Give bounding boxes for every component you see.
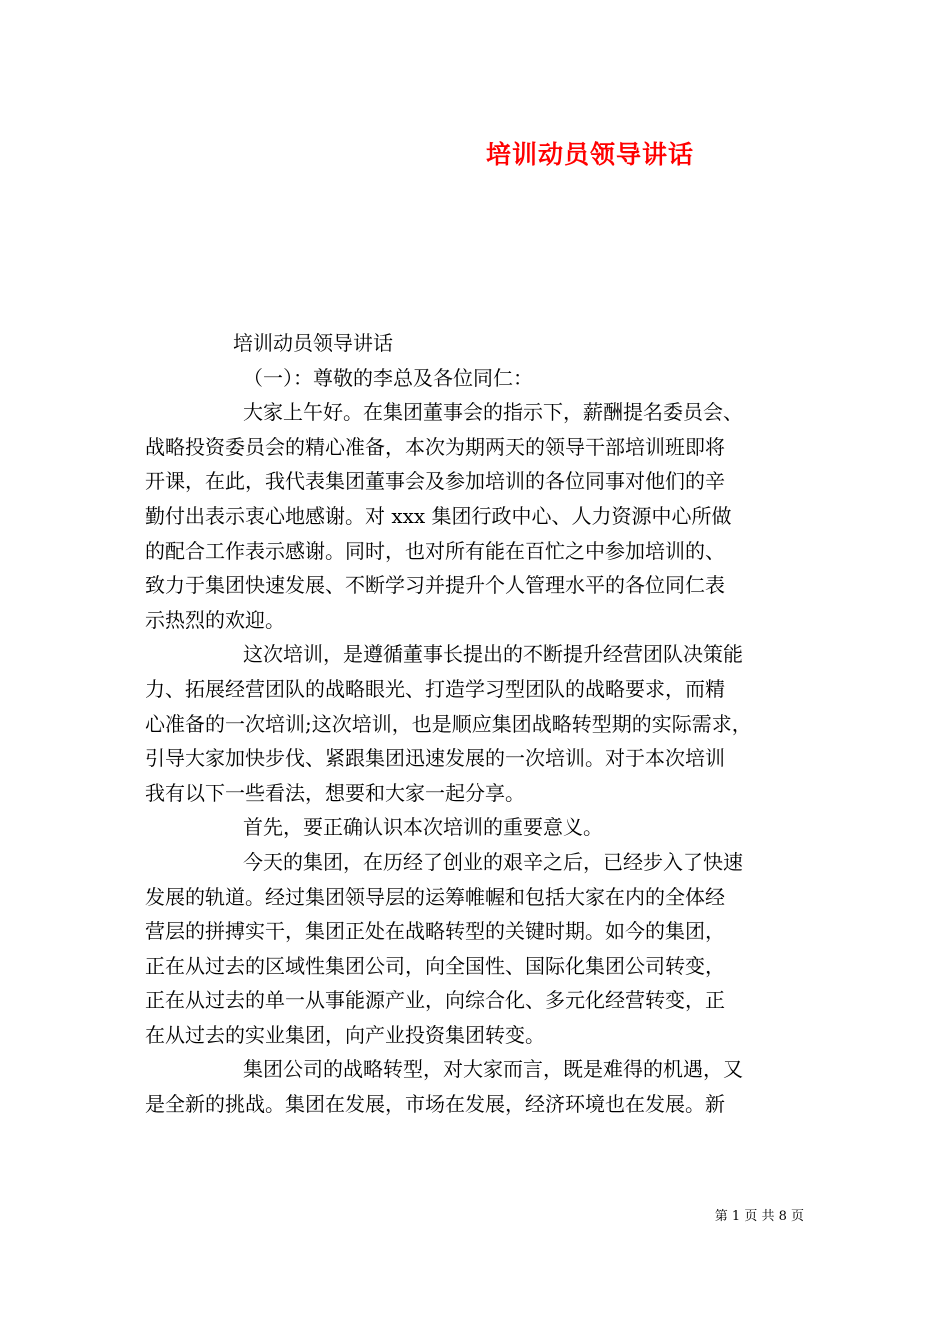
page-title: 培训动员领导讲话 [485, 140, 694, 169]
paragraph-line: 勤付出表示衷心地感谢。对 xxx 集团行政中心、人力资源中心所做 [145, 503, 732, 528]
paragraph-line: 我有以下一些看法，想要和大家一起分享。 [145, 780, 525, 805]
salutation: （一）：尊敬的李总及各位同仁： [243, 365, 533, 390]
paragraph-line: 开课，在此，我代表集团董事会及参加培训的各位同事对他们的辛 [145, 469, 725, 494]
paragraph-line: 首先，要正确认识本次培训的重要意义。 [243, 815, 603, 840]
paragraph-line: 是全新的挑战。集团在发展，市场在发展，经济环境也在发展。新 [145, 1092, 725, 1117]
paragraph-line: 致力于集团快速发展、不断学习并提升个人管理水平的各位同仁表 [145, 573, 725, 598]
paragraph-line: 战略投资委员会的精心准备，本次为期两天的领导干部培训班即将 [145, 434, 725, 459]
paragraph-line: 引导大家加快步伐、紧跟集团迅速发展的一次培训。对于本次培训 [145, 746, 725, 771]
paragraph-line: 发展的轨道。经过集团领导层的运筹帷幄和包括大家在内的全体经 [145, 884, 725, 909]
paragraph-line: 集团公司的战略转型，对大家而言，既是难得的机遇，又 [243, 1057, 743, 1082]
paragraph-line: 今天的集团，在历经了创业的艰辛之后，已经步入了快速 [243, 849, 743, 874]
paragraph-line: 在从过去的实业集团，向产业投资集团转变。 [145, 1022, 545, 1047]
paragraph-line: 正在从过去的区域性集团公司，向全国性、国际化集团公司转变， [145, 953, 725, 978]
paragraph-line: 正在从过去的单一从事能源产业，向综合化、多元化经营转变，正 [145, 988, 725, 1013]
document-heading: 培训动员领导讲话 [233, 331, 393, 355]
paragraph-line: 力、拓展经营团队的战略眼光、打造学习型团队的战略要求，而精 [145, 676, 725, 701]
page-number: 第 1 页 共 8 页 [714, 1209, 804, 1224]
document-body [145, 326, 810, 1122]
paragraph-line: 的配合工作表示感谢。同时，也对所有能在百忙之中参加培训的、 [145, 538, 725, 563]
paragraph-line: 示热烈的欢迎。 [145, 607, 285, 632]
paragraph-line: 大家上午好。在集团董事会的指示下，薪酬提名委员会、 [243, 400, 743, 425]
paragraph-line: 这次培训，是遵循董事长提出的不断提升经营团队决策能 [243, 642, 743, 667]
paragraph-line: 营层的拼搏实干，集团正处在战略转型的关键时期。如今的集团， [145, 919, 725, 944]
paragraph-line: 心准备的一次培训;这次培训，也是顺应集团战略转型期的实际需求， [145, 711, 752, 736]
